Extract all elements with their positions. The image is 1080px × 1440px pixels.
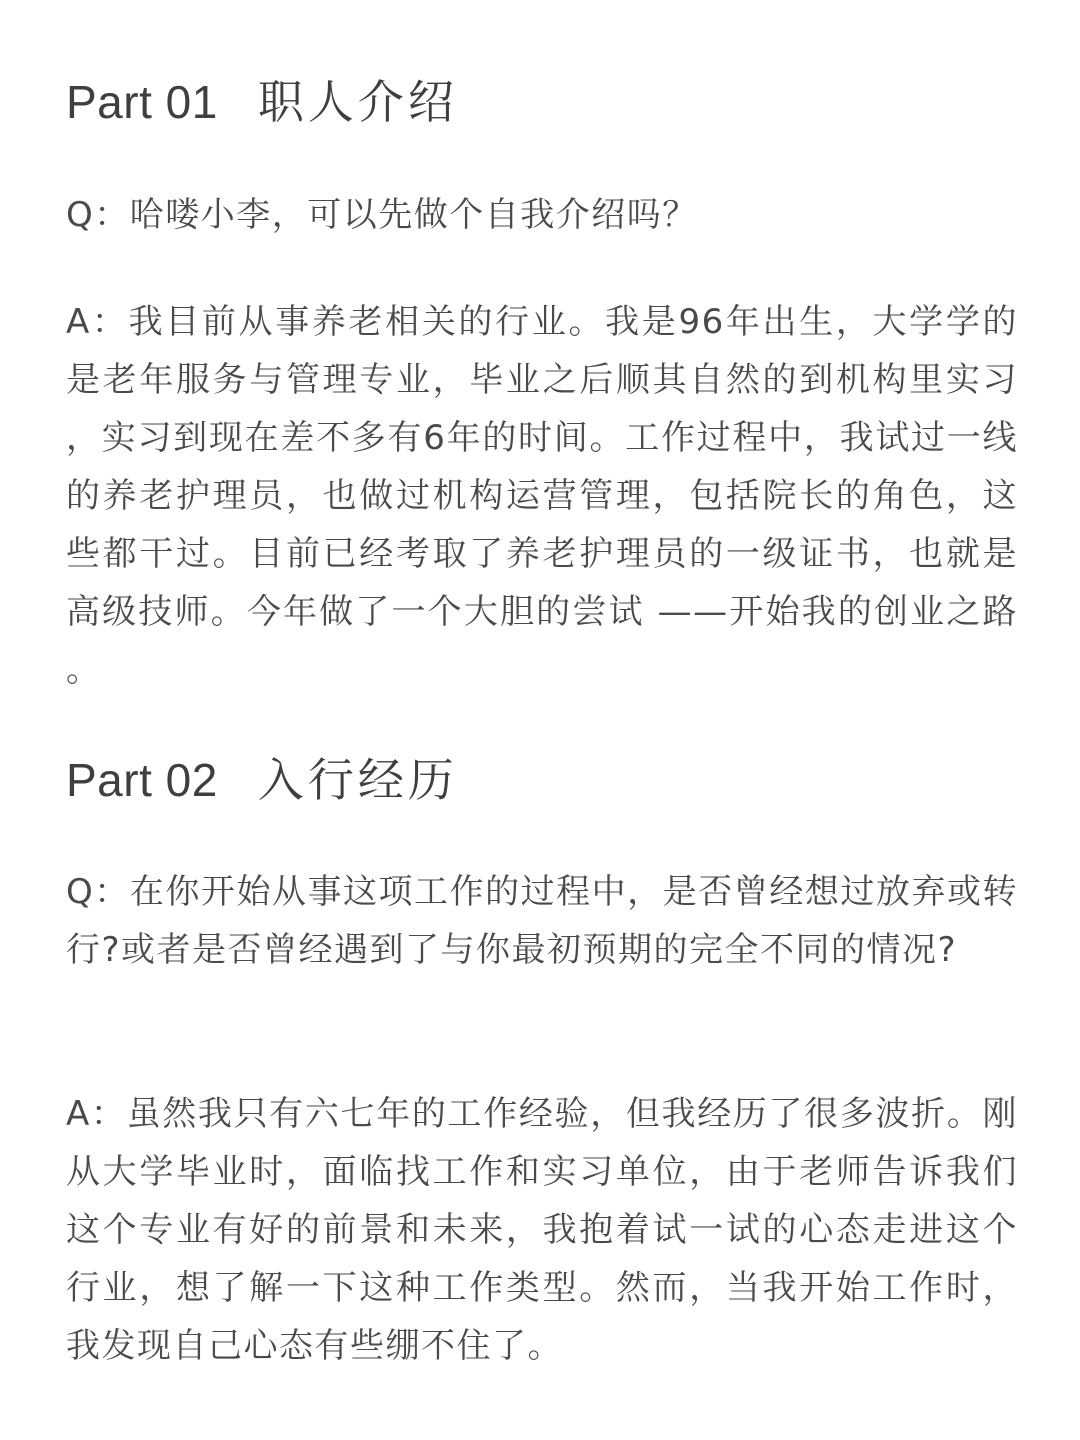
question-paragraph: Q：哈喽小李，可以先做个自我介绍吗？ (66, 195, 698, 235)
part-title: 入行经历 (257, 753, 458, 807)
part-number: Part 01 (66, 76, 218, 128)
section-heading-part-02 (66, 750, 458, 810)
part-number: Part 02 (66, 754, 218, 806)
question-paragraph: Q：在你开始从事这项工作的过程中，是否曾经想过放弃或转行?或者是否曾经遇到了与你最初预期的完全不同的情况? (66, 872, 1018, 970)
answer-paragraph: A：虽然我只有六七年的工作经验，但我经历了很多波折。刚从大学毕业时，面临找工作和实习单位，由于老师告诉我们这个专业有好的前景和未来，我抱着试一试的心态走进这个行业，想了解一下这种工作类型。然而，当我开始工作时，我发现自己心态有些绷不住了。 (66, 1094, 1018, 1366)
part-title: 职人介绍 (257, 75, 458, 129)
section-heading-part-01 (66, 72, 458, 132)
answer-paragraph: A：我目前从事养老相关的行业。我是96年出生，大学学的是老年服务与管理专业，毕业之后顺其自然的到机构里实习，实习到现在差不多有6年的时间。工作过程中，我试过一线的养老护理员，也做过机构运营管理，包括院长的角色，这些都干过。目前已经考取了养老护理员的一级证书，也就是高级技师。今年做了一个大胆的尝试 ——开始我的创业之路。 (66, 302, 1018, 690)
